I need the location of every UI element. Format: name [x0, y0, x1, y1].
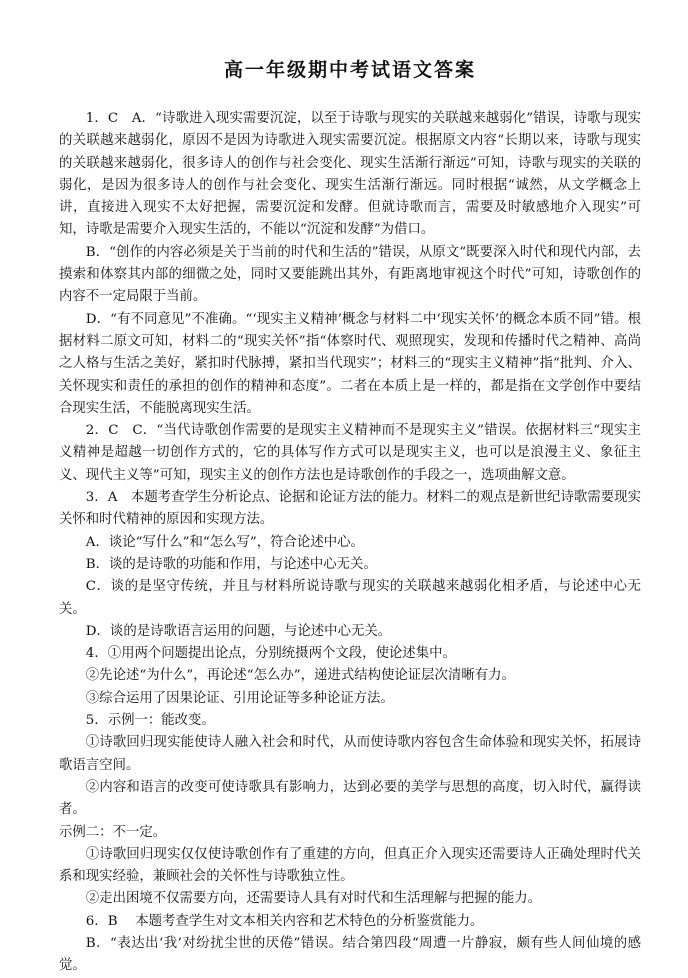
answer-paragraph: ③综合运用了因果论证、引用论证等多种论证方法。 — [85, 690, 394, 706]
answer-paragraph: 3．A 本题考查学生分析论点、论据和论证方法的能力。材料二的观点是新世纪诗歌需要现实关怀和时代精神的原因和实现方法。 — [59, 490, 641, 528]
answer-paragraph: 4．①用两个问题提出论点，分别统摄两个文段，使论述集中。 — [85, 646, 456, 662]
answer-paragraph: B．“创作的内容必须是关于当前的时代和生活的”错误，从原文“既要深入时代和现代内部，去摸索和体察其内部的细微之处，同时又要能跳出其外，有距离地审视这个时代”可知，诗歌创作的内容不一定局限于当前。 — [59, 244, 641, 305]
answer-paragraph: 示例二：不一定。 — [59, 824, 167, 840]
answer-paragraph: ②内容和语言的改变可使诗歌具有影响力，达到必要的美学与思想的高度，切入时代，赢得读者。 — [59, 779, 641, 818]
answer-paragraph: ②先论述“为什么”，再论述“怎么办”，递进式结构使论证层次清晰有力。 — [85, 668, 515, 684]
answer-paragraph: ②走出困境不仅需要方向，还需要诗人具有对时代和生活理解与把握的能力。 — [85, 891, 542, 907]
answer-paragraph: 1．C A．“诗歌进入现实需要沉淀，以至于诗歌与现实的关联越来越弱化”错误，诗歌与现实的关联越来越弱化，原因不是因为诗歌进入现实需要沉淀。根据原文内容“长期以来，诗歌与现实的关联越来越弱化，很多诗人的创作与社会变化、现实生活渐行渐远”可知，诗歌与现实的关联的弱化，是因为很多诗人的创作与社会变化、现实生活渐行渐远。同时根据“诚然，从文学概念上讲，直接进入现实不太好把握，需要沉淀和发酵。但就诗歌而言，需要及时敏感地介入现实”可知，诗歌是需要介入现实生活的，不能以“沉淀和发酵”为借口。 — [59, 111, 641, 238]
answer-paragraph: ①诗歌回归现实能使诗人融入社会和时代，从而使诗歌内容包含生命体验和现实关怀，拓展诗歌语言空间。 — [59, 735, 641, 773]
answer-paragraph: D．“有不同意见”不准确。“‘现实主义精神’概念与材料二中‘现实关怀’的概念本质不同”错。根据材料二原文可知，材料二的“现实关怀”指“体察时代、观照现实，发现和传播时代之精神、高尚之人格与生活之美好，紧扣时代脉搏，紧扣当代现实”；材料三的“现实主义精神”指“批判、介入、关怀现实和责任的承担的创作的精神和态度”。二者在本质上是一样的，都是指在文学创作中要结合现实生活，不能脱离现实生活。 — [59, 311, 641, 416]
answer-paragraph: 5．示例一：能改变。 — [85, 713, 215, 729]
answer-paragraph: 6．B 本题考查学生对文本相关内容和艺术特色的分析鉴赏能力。 — [85, 913, 484, 929]
page-title: 高一年级期中考试语文答案 — [223, 59, 476, 81]
answer-paragraph: D．谈的是诗歌语言运用的问题，与论述中心无关。 — [85, 623, 392, 639]
answer-paragraph: A．谈论“写什么”和“怎么写”，符合论述中心。 — [85, 534, 364, 550]
answer-paragraph: 2．C C．“当代诗歌创作需要的是现实主义精神而不是现实主义”错误。依据材料三“现实主义精神是超越一切创作方式的，它的具体写作方式可以是现实主义，也可以是浪漫主义、象征主义、现代主义等”可知，现实主义的创作方法也是诗歌创作的手段之一，选项曲解文意。 — [59, 423, 641, 483]
answer-paragraph: B．谈的是诗歌的功能和作用，与论述中心无关。 — [85, 556, 377, 572]
answer-paragraph: C．谈的是坚守传统，并且与材料所说诗歌与现实的关联越来越弱化相矛盾，与论述中心无关。 — [59, 579, 641, 617]
answer-paragraph: B．“表达出‘我’对纷扰尘世的厌倦”错误。结合第四段“周遭一片静寂，颇有些人间仙境的感觉。 — [59, 935, 641, 974]
answer-body — [59, 108, 641, 978]
answer-paragraph: ①诗歌回归现实仅仅使诗歌创作有了重建的方向，但真正介入现实还需要诗人正确处理时代关系和现实经验，兼顾社会的关怀性与诗歌独立性。 — [59, 846, 641, 885]
